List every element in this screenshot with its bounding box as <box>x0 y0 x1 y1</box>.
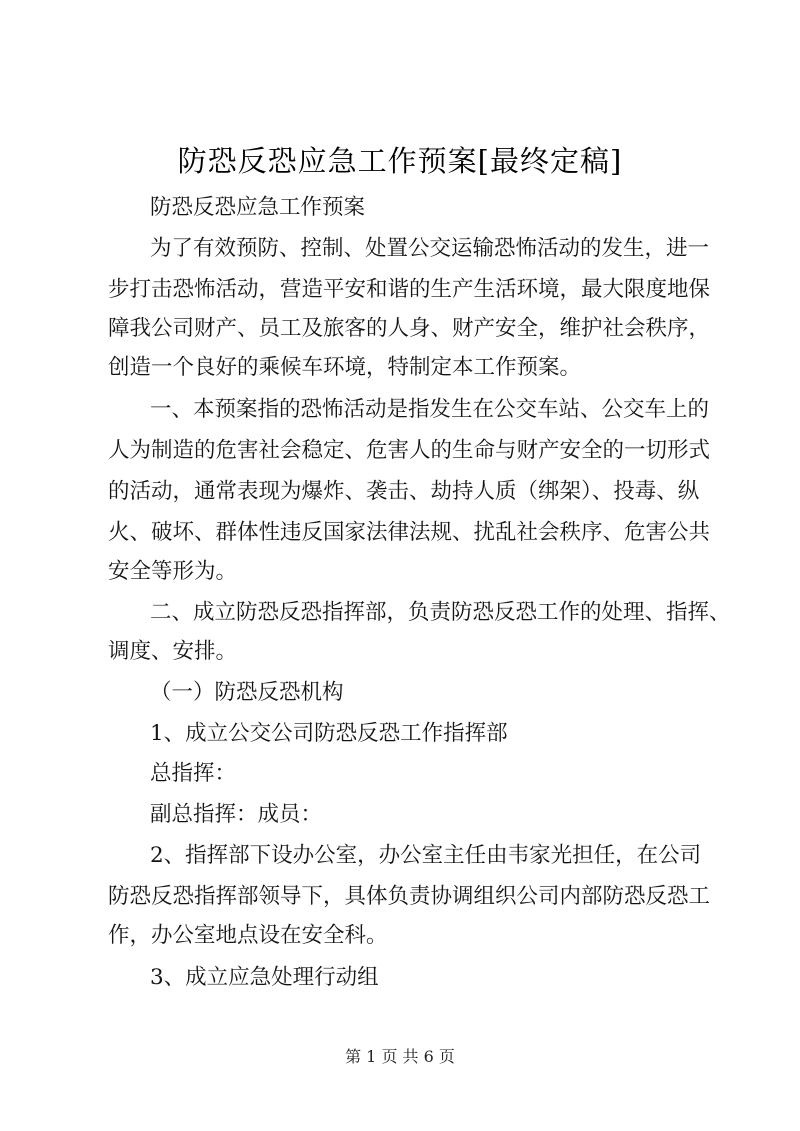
paragraph-line: 创造一个良好的乘候车环境，特制定本工作预案。 <box>108 355 582 380</box>
list-item: 副总指挥：成员： <box>150 802 323 827</box>
list-item: 3、成立应急处理行动组 <box>150 965 379 990</box>
section-heading: （一）防恐反恐机构 <box>150 680 344 705</box>
paragraph-line: 调度、安排。 <box>108 639 238 664</box>
paragraph-line: 2、指挥部下设办公室，办公室主任由韦家光担任，在公司 <box>150 843 702 868</box>
paragraph-line: 火、破坏、群体性违反国家法律法规、扰乱社会秩序、危害公共 <box>108 520 711 545</box>
paragraph-line: 为了有效预防、控制、处置公交运输恐怖活动的发生，进一 <box>150 236 710 261</box>
paragraph-line: 人为制造的危害社会稳定、危害人的生命与财产安全的一切形式 <box>108 438 711 463</box>
paragraph-line: 安全等形为。 <box>108 559 238 584</box>
paragraph-line: 一、本预案指的恐怖活动是指发生在公交车站、公交车上的 <box>150 397 710 422</box>
list-item: 总指挥： <box>150 761 237 786</box>
paragraph-line: 作，办公室地点设在安全科。 <box>108 923 388 948</box>
list-item: 1、成立公交公司防恐反恐工作指挥部 <box>150 721 508 746</box>
paragraph-line: 障我公司财产、员工及旅客的人身、财产安全，维护社会秩序， <box>108 316 711 341</box>
paragraph-line: 防恐反恐指挥部领导下，具体负责协调组织公司内部防恐反恐工 <box>108 884 711 909</box>
page-number: 第 1 页 共 6 页 <box>345 1047 455 1066</box>
paragraph-line: 二、成立防恐反恐指挥部，负责防恐反恐工作的处理、指挥、 <box>150 600 731 625</box>
document-title: 防恐反恐应急工作预案[最终定稿] <box>177 144 623 178</box>
document-subtitle: 防恐反恐应急工作预案 <box>150 195 366 220</box>
paragraph-line: 的活动，通常表现为爆炸、袭击、劫持人质（绑架）、投毒、纵 <box>108 479 700 504</box>
paragraph-line: 步打击恐怖活动，营造平安和谐的生产生活环境，最大限度地保 <box>108 277 711 302</box>
